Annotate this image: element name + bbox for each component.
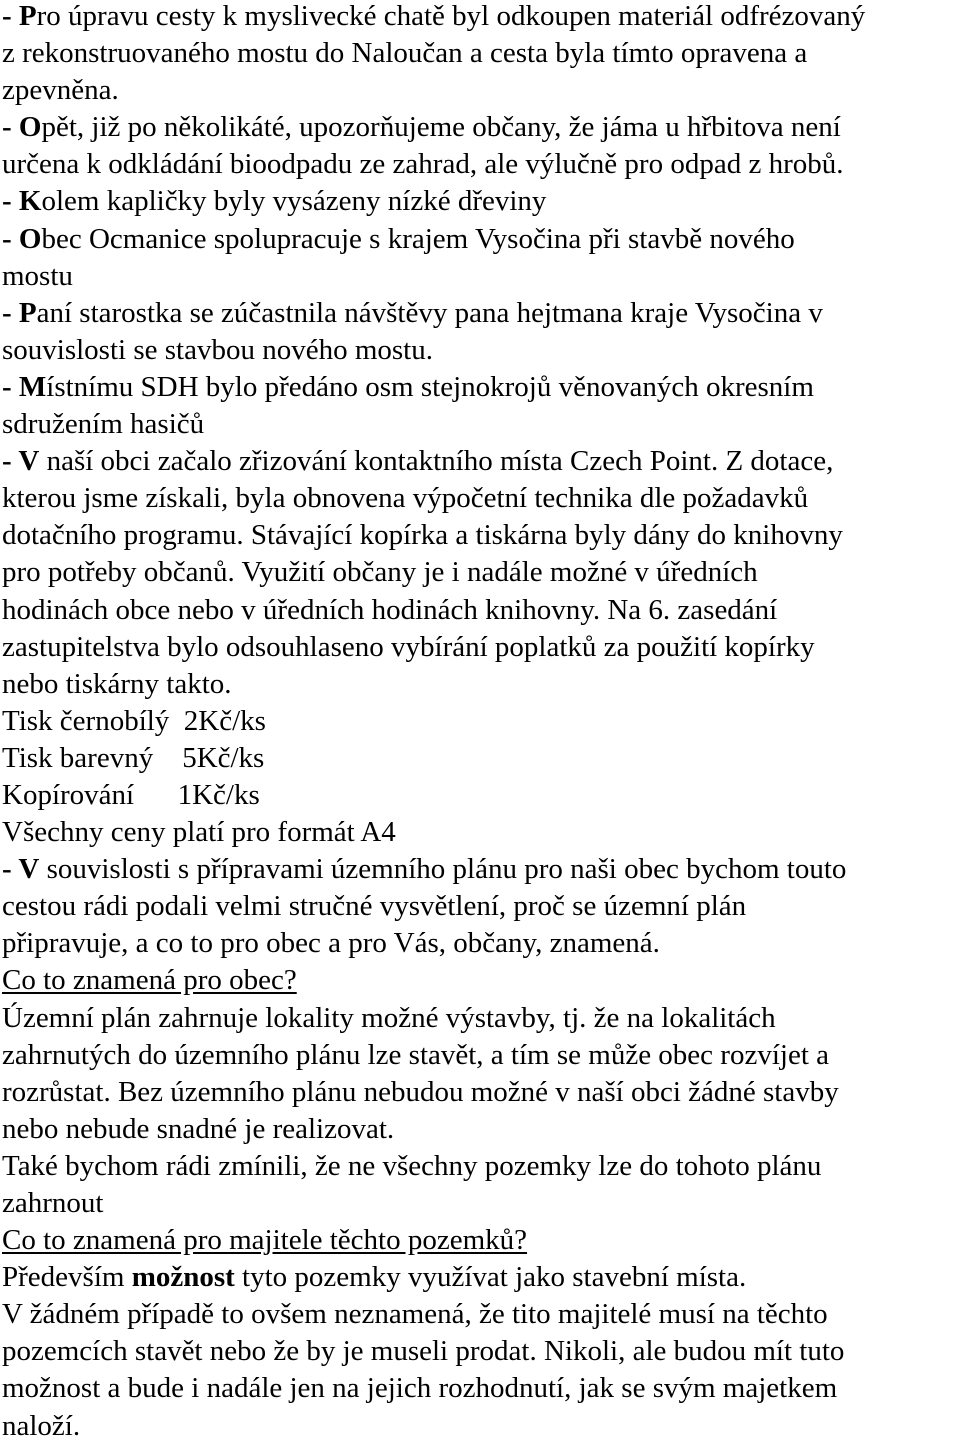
bold-lead: - O (2, 222, 42, 255)
text-line: pozemcích stavět nebo že by je museli prodat. Nikoli, ale budou mít tuto (2, 1335, 845, 1368)
line-text: Především (2, 1261, 132, 1294)
text-line: Všechny ceny platí pro formát A4 (2, 816, 396, 849)
bold-lead: - V (2, 853, 40, 886)
text-line: rozrůstat. Bez územního plánu nebudou možné v naší obci žádné stavby (2, 1075, 839, 1108)
line-text: tyto pozemky využívat jako stavební místa. (234, 1261, 747, 1294)
text-line: cestou rádi podali velmi stručné vysvětlení, proč se územní plán (2, 890, 747, 923)
text-line (2, 369, 960, 406)
text-line: zahrnout (2, 1187, 104, 1219)
text-line (2, 0, 960, 35)
line-text: ro úpravu cesty k myslivecké chatě byl odkoupen materiál odfrézovaný (36, 0, 866, 32)
text-line (2, 109, 960, 146)
bold-lead: - K (2, 185, 42, 218)
text-line: V žádném případě to ovšem neznamená, že tito majitelé musí na těchto (2, 1298, 828, 1331)
text-line (2, 183, 960, 220)
bold-lead: - O (2, 111, 42, 144)
text-line: souvislosti se stavbou nového mostu. (2, 333, 433, 366)
text-line: dotačního programu. Stávající kopírka a tiskárna byly dány do knihovny (2, 519, 843, 552)
section-heading: Co to znamená pro obec? (2, 964, 297, 997)
text-line: kterou jsme získali, byla obnovena výpočetní technika dle požadavků (2, 482, 809, 515)
text-line: Také bychom rádi zmínili, že ne všechny pozemky lze do tohoto plánu (2, 1149, 822, 1182)
line-text: olem kapličky byly vysázeny nízké dřeviny (41, 185, 547, 218)
text-line (2, 1259, 960, 1296)
text-line: mostu (2, 259, 73, 292)
text-line: zahrnutých do územního plánu lze stavět, a tím se může obec rozvíjet a (2, 1038, 829, 1071)
line-text: naší obci začalo zřizování kontaktního místa Czech Point. Z dotace, (39, 445, 834, 478)
text-line: nebo tiskárny takto. (2, 667, 232, 700)
text-line: zastupitelstva bylo odsouhlaseno vybírání poplatků za použití kopírky (2, 630, 815, 663)
text-line: určena k odkládání bioodpadu ze zahrad, ale výlučně pro odpad z hrobů. (2, 148, 844, 181)
text-line: možnost a bude i nadále jen na jejich rozhodnutí, jak se svým majetkem (2, 1372, 838, 1405)
text-line: zpevněna. (2, 74, 119, 107)
text-line (2, 295, 960, 332)
bold-lead: - V (2, 445, 40, 478)
text-line: nebo nebude snadné je realizovat. (2, 1112, 395, 1145)
text-line: sdružením hasičů (2, 408, 205, 441)
text-line: hodinách obce nebo v úředních hodinách knihovny. Na 6. zasedání (2, 593, 778, 626)
text-line: z rekonstruovaného mostu do Naloučan a cesta byla tímto opravena a (2, 37, 808, 70)
line-text: ístnímu SDH bylo předáno osm stejnokrojů věnovaných okresním (46, 370, 814, 403)
text-line (2, 851, 960, 888)
bold-lead: - M (2, 370, 47, 403)
line-text: bec Ocmanice spolupracuje s krajem Vysočina při stavbě nového (41, 222, 795, 255)
text-line (2, 221, 960, 258)
text-line: pro potřeby občanů. Využití občany je i nadále možné v úředních (2, 556, 758, 589)
line-text: souvislosti s přípravami územního plánu pro naši obec bychom touto (39, 853, 847, 886)
line-text: aní starostka se zúčastnila návštěvy pana hejtmana kraje Vysočina v (36, 296, 823, 329)
text-line: naloží. (2, 1409, 81, 1442)
text-line: Územní plán zahrnuje lokality možné výstavby, tj. že na lokalitách (2, 1001, 776, 1034)
bold-word: možnost (131, 1261, 235, 1294)
price-line: Tisk barevný 5Kč/ks (2, 741, 265, 774)
bold-lead: - P (2, 0, 37, 32)
section-heading: Co to znamená pro majitele těchto pozemků? (2, 1224, 528, 1257)
text-line (2, 443, 960, 480)
bold-lead: - P (2, 296, 37, 329)
price-line: Kopírování 1Kč/ks (2, 778, 260, 811)
line-text: pět, již po několikáté, upozorňujeme občany, že jáma u hřbitova není (41, 111, 841, 144)
text-line: připravuje, a co to pro obec a pro Vás, občany, znamená. (2, 927, 660, 960)
price-line: Tisk černobílý 2Kč/ks (2, 704, 266, 737)
